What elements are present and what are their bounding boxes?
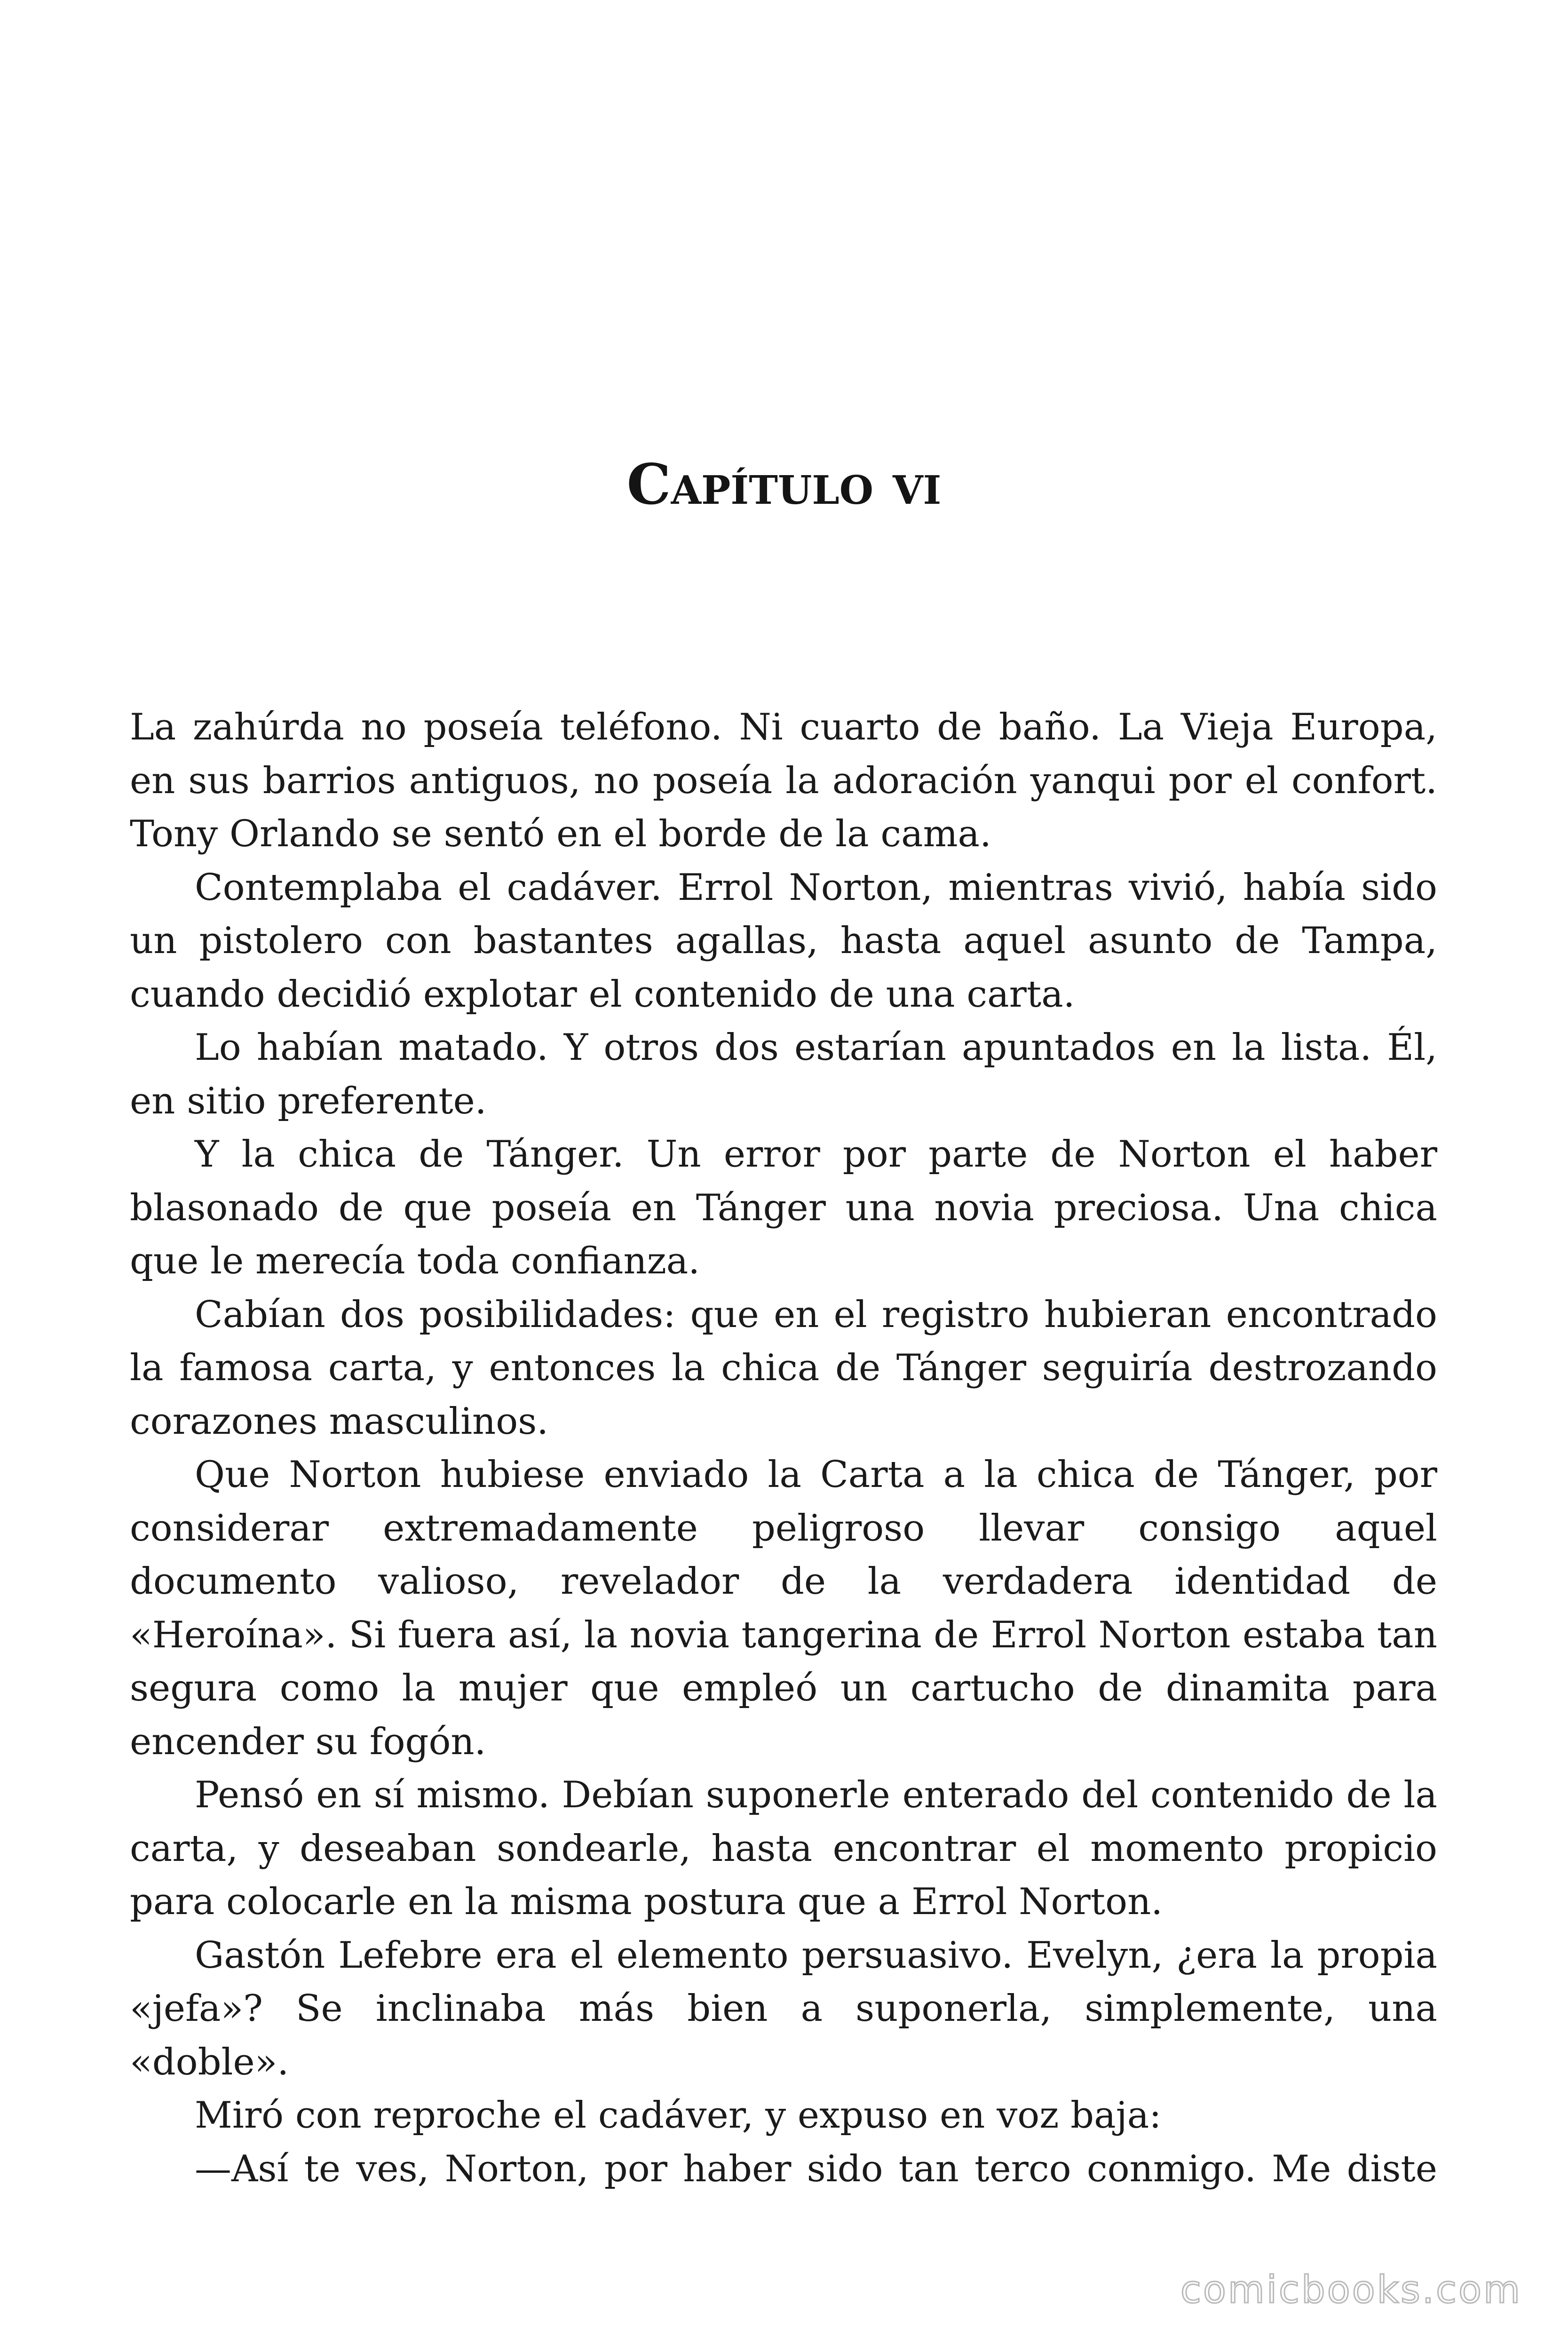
paragraph: Y la chica de Tánger. Un error por parte de Norton el haber blasonado de que poseía en Tánger una novia preciosa. Una chica que le merecía toda confianza.: [130, 1133, 1437, 1282]
paragraph: Cabían dos posibilidades: que en el registro hubieran encontrado la famosa carta, y entonces la chica de Tánger seguiría destrozando corazones masculinos.: [130, 1293, 1437, 1443]
paragraph: Miró con reproche el cadáver, y expuso en voz baja:: [195, 2094, 1162, 2137]
chapter-title: Capítulo vi: [626, 452, 942, 517]
paragraph: Lo habían matado. Y otros dos estarían apuntados en la lista. Él, en sitio preferente.: [130, 1026, 1437, 1122]
paragraph: La zahúrda no poseía teléfono. Ni cuarto de baño. La Vieja Europa, en sus barrios antiguos, no poseía la adoración yanqui por el confort. Tony Orlando se sentó en el borde de la cama.: [130, 706, 1437, 855]
paragraph: Que Norton hubiese enviado la Carta a la chica de Tánger, por considerar extremadamente peligroso llevar consigo aquel documento valioso, revelador de la verdadera identidad de «Heroína». Si fuera así, la novia tangerina de Errol Norton estaba tan segura como la mujer que empleó un cartucho de dinamita para encender su fogón.: [130, 1454, 1437, 1763]
paragraph: Pensó en sí mismo. Debían suponerle enterado del contenido de la carta, y deseaban sondearle, hasta encontrar el momento propicio para colocarle en la misma postura que a Errol Norton.: [130, 1774, 1437, 1923]
paragraph-last-line: —Así te ves, Norton, por haber sido tan terco conmigo. Me diste: [195, 2147, 1437, 2190]
paragraph: Gastón Lefebre era el elemento persuasivo. Evelyn, ¿era la propia «jefa»? Se inclinaba más bien a suponerla, simplemente, una «doble».: [130, 1934, 1437, 2083]
chapter-body: [130, 701, 1437, 2196]
watermark: comicbooks.com: [1180, 2268, 1522, 2312]
paragraph: Contemplaba el cadáver. Errol Norton, mientras vivió, había sido un pistolero con bastantes agallas, hasta aquel asunto de Tampa, cuando decidió explotar el contenido de una carta.: [130, 866, 1437, 1016]
